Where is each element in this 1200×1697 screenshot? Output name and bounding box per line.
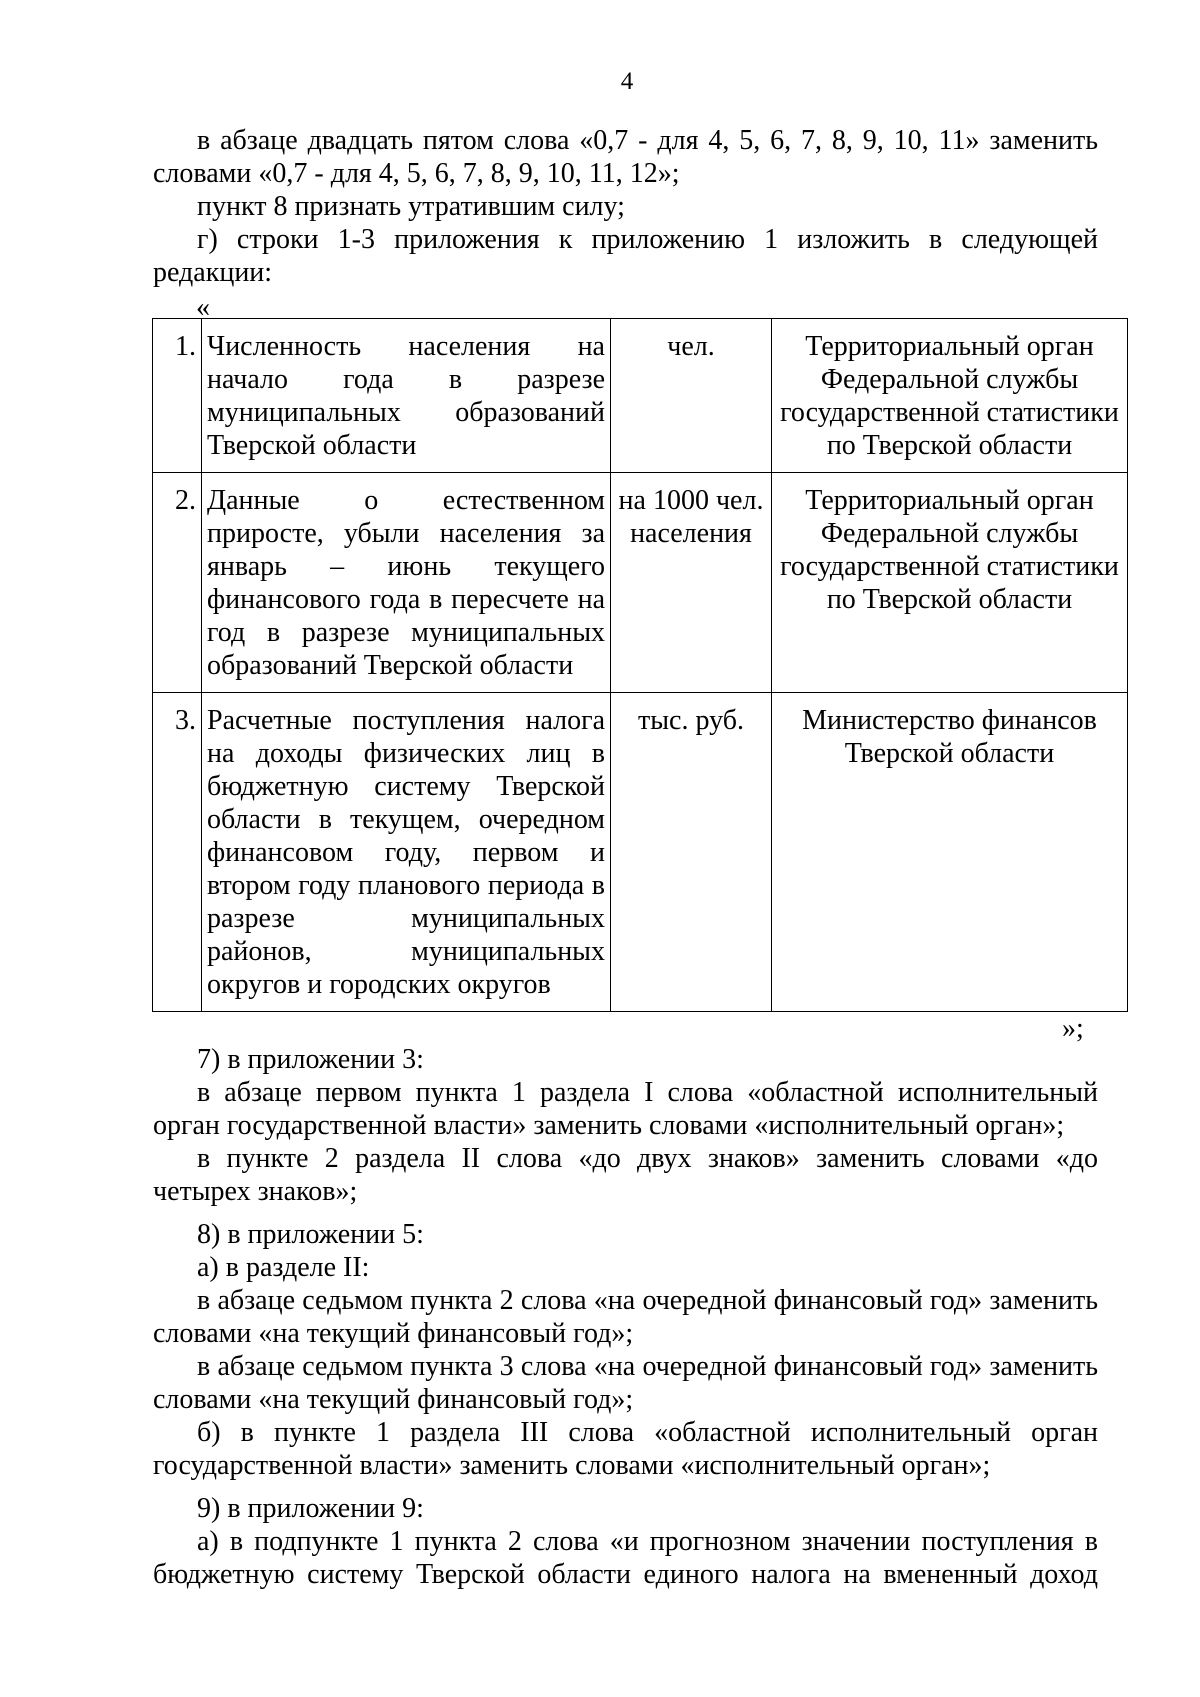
intro-paragraph-2: пункт 8 признать утратившим силу;: [197, 191, 625, 222]
item-8-subitem-b: б) в пункте 1 раздела III слова «областной исполнительный орган государственной власти» заменить словами «исполнительный орган»;: [153, 1417, 1098, 1481]
body-block: [153, 1043, 1098, 1591]
page-number: 4: [620, 68, 634, 95]
item-9-heading: 9) в приложении 9:: [197, 1493, 424, 1524]
row-source: Территориальный орган Федеральной службы государственной статистики по Тверской области: [772, 473, 1128, 693]
table-close-quote: »;: [1062, 1013, 1084, 1044]
table-row: [153, 473, 1128, 693]
row-number: 1.: [153, 319, 202, 473]
item-8-subitem-a: а) в разделе II:: [197, 1252, 370, 1283]
row-number: 3.: [153, 693, 202, 1012]
intro-paragraph-3: г) строки 1-3 приложения к приложению 1 изложить в следующей редакции:: [153, 224, 1098, 288]
row-number: 2.: [153, 473, 202, 693]
intro-paragraph-1: в абзаце двадцать пятом слова «0,7 - для 4, 5, 6, 7, 8, 9, 10, 11» заменить словами «0,7 - для 4, 5, 6, 7, 8, 9, 10, 11, 12»;: [153, 125, 1098, 189]
item-9-subitem-a: а) в подпункте 1 пункта 2 слова «и прогнозном значении поступления в бюджетную систему Тверской области единого налога на вмененный доход: [153, 1526, 1098, 1590]
row-description: Данные о естественном приросте, убыли населения за январь – июнь текущего финансового года в пересчете на год в разрезе муниципальных образований Тверской области: [202, 473, 611, 693]
row-unit: на 1000 чел. населения: [611, 473, 772, 693]
row-description: Численность населения на начало года в разрезе муниципальных образований Тверской области: [202, 319, 611, 473]
table-row: [153, 319, 1128, 473]
item-7-heading: 7) в приложении 3:: [197, 1044, 424, 1075]
row-description: Расчетные поступления налога на доходы физических лиц в бюджетную систему Тверской области в текущем, очередном финансовом году, первом и втором году планового периода в разрезе муниципальных районов, муниципальных округов и городских округов: [202, 693, 611, 1012]
row-source: Территориальный орган Федеральной службы государственной статистики по Тверской области: [772, 319, 1128, 473]
amendment-table: [152, 318, 1128, 1012]
table-row: [153, 693, 1128, 1012]
item-8-paragraph-1: в абзаце седьмом пункта 2 слова «на очередной финансовый год» заменить словами «на текущий финансовый год»;: [153, 1285, 1098, 1349]
table-open-quote: «: [196, 292, 210, 323]
item-7-paragraph-2: в пункте 2 раздела II слова «до двух знаков» заменить словами «до четырех знаков»;: [153, 1143, 1098, 1207]
item-7-paragraph-1: в абзаце первом пункта 1 раздела I слова «областной исполнительный орган государственной власти» заменить словами «исполнительный орган»;: [153, 1077, 1098, 1141]
item-8-heading: 8) в приложении 5:: [197, 1219, 424, 1250]
row-unit: тыс. руб.: [611, 693, 772, 1012]
item-8-paragraph-2: в абзаце седьмом пункта 3 слова «на очередной финансовый год» заменить словами «на текущий финансовый год»;: [153, 1351, 1098, 1415]
row-source: Министерство финансов Тверской области: [772, 693, 1128, 1012]
row-unit: чел.: [611, 319, 772, 473]
intro-block: [153, 124, 1098, 289]
